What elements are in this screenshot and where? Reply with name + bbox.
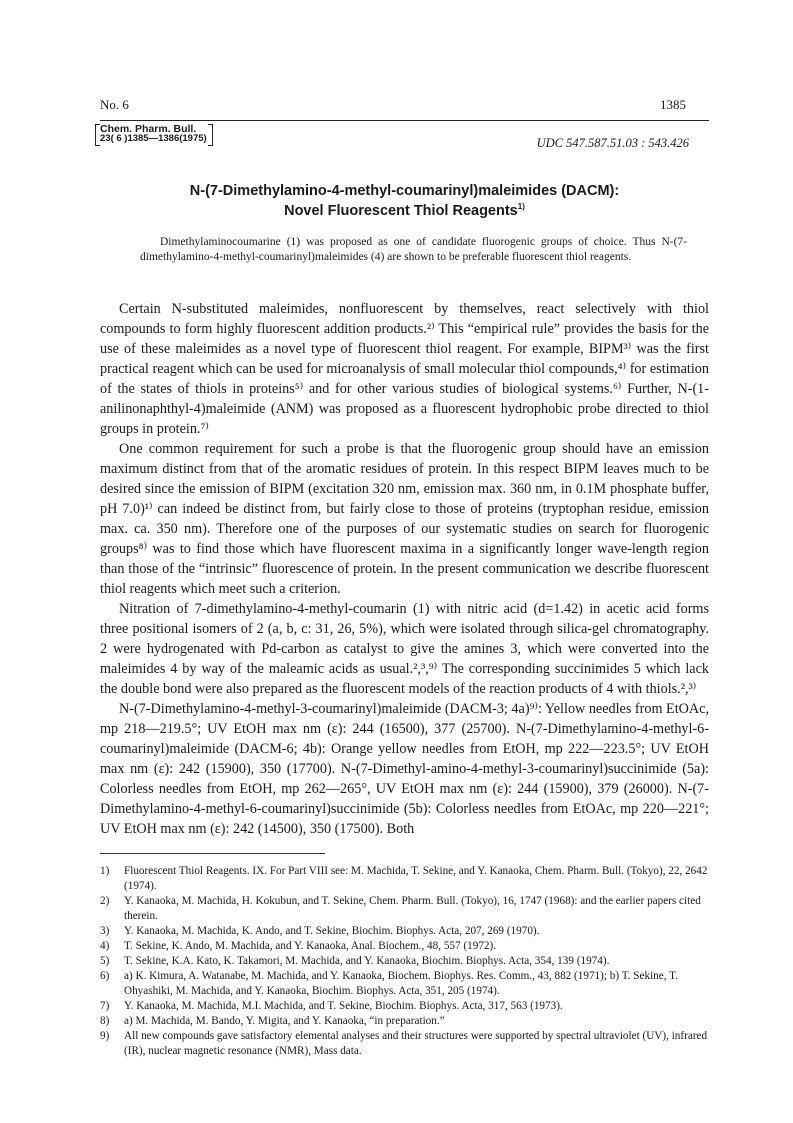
footnote: 6) a) K. Kimura, A. Watanabe, M. Machida, and Y. Kanaoka, Biochem. Biophys. Res. Comm., 43, 882 (1971); b) T. Sekine, T. Ohyashiki, M. Machida, and Y. Kanaoka, Biochim. Biophys. Acta, 351, 205 (1974). [100,970,678,997]
paragraph-3: Nitration of 7-dimethylamino-4-methyl-coumarin (1) with nitric acid (d=1.42) in acetic acid forms three positional isomers of 2 (a, b, c: 31, 26, 5%), which were isolated through silica-gel chromatography. 2 were hydrogenated with Pd-carbon as catalyst to give the amines 3, which were converted into the maleimides 4 by way of the maleamic acids as usual.²,³,⁹⁾ The corresponding succinimides 5 which lack the double bond were also prepared as the fluorescent models of the reaction products of 4 with thiols.²,³⁾ [100,601,709,697]
footnote: 4) T. Sekine, K. Ando, M. Machida, and Y. Kanaoka, Anal. Biochem., 48, 557 (1972). [100,940,497,952]
article-title [100,181,709,221]
footnote: 7) Y. Kanaoka, M. Machida, M.I. Machida, and T. Sekine, Biochim. Biophys. Acta, 317, 563 (1973). [100,1000,563,1012]
paragraph-1: Certain N-substituted maleimides, nonfluorescent by themselves, react selectively with thiol compounds to form highly fluorescent addition products.²⁾ This “empirical rule” provides the basis for the use of these maleimides as a novel type of fluorescent thiol reagent. For example, BIPM³⁾ was the first practical reagent which can be used for microanalysis of small molecular thiol compounds,⁴⁾ for estimation of the states of thiols in proteins⁵⁾ and for other various studies of biological systems.⁶⁾ Further, N-(1-anilinonaphthyl-4)maleimide (ANM) was proposed as a fluorescent hydrophobic probe directed to thiol groups in protein.⁷⁾ [100,301,709,437]
bracket-right [208,124,213,146]
issue-number: No. 6 [100,97,129,112]
paragraph-4: N-(7-Dimethylamino-4-methyl-3-coumarinyl)maleimide (DACM-3; 4a)⁹⁾: Yellow needles from EtOAc, mp 218—219.5°; UV EtOH max nm (ε): 244 (16500), 377 (25700). N-(7-Dimethylamino-4-methyl-6-coumarinyl)maleimide (DACM-6; 4b): Orange yellow needles from EtOH, mp 222—223.5°; UV EtOH max nm (ε): 242 (15900), 350 (17700). N-(7-Dimethyl-amino-4-methyl-3-coumarinyl)succinimide (5a): Colorless needles from EtOH, mp 262—265°, UV EtOH max nm (ε): 244 (15900), 379 (26000). N-(7-Dimethylamino-4-methyl-6-coumarinyl)succinimide (5b): Colorless needles from EtOAc, mp 220—221°; UV EtOH max nm (ε): 242 (14500), 350 (17500). Both [100,701,709,837]
paragraph-2: One common requirement for such a probe is that the fluorogenic group should have an emission maximum distinct from that of the aromatic residues of protein. In this respect BIPM leaves much to be desired since the emission of BIPM (excitation 320 nm, emission max. 360 nm, in 0.1M phosphate buffer, pH 7.0)¹⁾ can indeed be distinct from, but fairly close to those of proteins (tryptophan residue, emission max. ca. 350 nm). Therefore one of the purposes of our systematic studies on search for fluorogenic groups⁸⁾ was to find those which have fluorescent maxima in a significantly longer wave-length region than those of the “intrinsic” fluorescence of protein. In the present communication we describe fluorescent thiol reagents which meet such a criterion. [100,441,709,597]
bracket-left [95,124,100,146]
citation-volume: 23( 6 )1385—1386(1975) [100,133,207,144]
header-rule [100,120,709,121]
page-number: 1385 [660,97,686,112]
citation-journal: Chem. Pharm. Bull. [100,123,197,135]
footnote: 3) Y. Kanaoka, M. Machida, K. Ando, and T. Sekine, Biochim. Biophys. Acta, 207, 269 (1970). [100,925,540,937]
footnote-rule [100,853,325,854]
title-line-1: N-(7-Dimethylamino-4-methyl-coumarinyl)maleimides (DACM): [189,183,620,199]
footnotes [100,864,709,1059]
article-body [100,299,709,839]
footnote: 9) All new compounds gave satisfactory elemental analyses and their structures were supported by spectral ultraviolet (UV), infrared (IR), nuclear magnetic resonance (NMR), Mass data. [100,1030,708,1057]
title-footnote-ref: 1) [517,202,525,212]
footnote: 8) a) M. Machida, M. Bando, Y. Migita, and Y. Kanaoka, “in preparation.” [100,1015,445,1027]
journal-citation [100,124,207,144]
footnote: 5) T. Sekine, K.A. Kato, K. Takamori, M. Machida, and Y. Kanaoka, Biochim. Biophys. Acta, 354, 139 (1974). [100,955,610,967]
footnote: 2) Y. Kanaoka, M. Machida, H. Kokubun, and T. Sekine, Chem. Pharm. Bull. (Tokyo), 16, 1747 (1968): and the earlier papers cited therein. [100,895,701,922]
abstract: Dimethylaminocoumarine (1) was proposed as one of candidate fluorogenic groups of choice. Thus N-(7-dimethylamino-4-methyl-coumarinyl)maleimides (4) are shown to be preferable fluorescent thiol reagents. [140,236,687,263]
footnote: 1) Fluorescent Thiol Reagents. IX. For Part VIII see: M. Machida, T. Sekine, and Y. Kanaoka, Chem. Pharm. Bull. (Tokyo), 22, 2642 (1974). [100,865,708,892]
title-line-2: Novel Fluorescent Thiol Reagents$^{1)}$ [284,202,525,219]
udc-code: UDC 547.587.51.03 : 543.426 [536,136,689,150]
